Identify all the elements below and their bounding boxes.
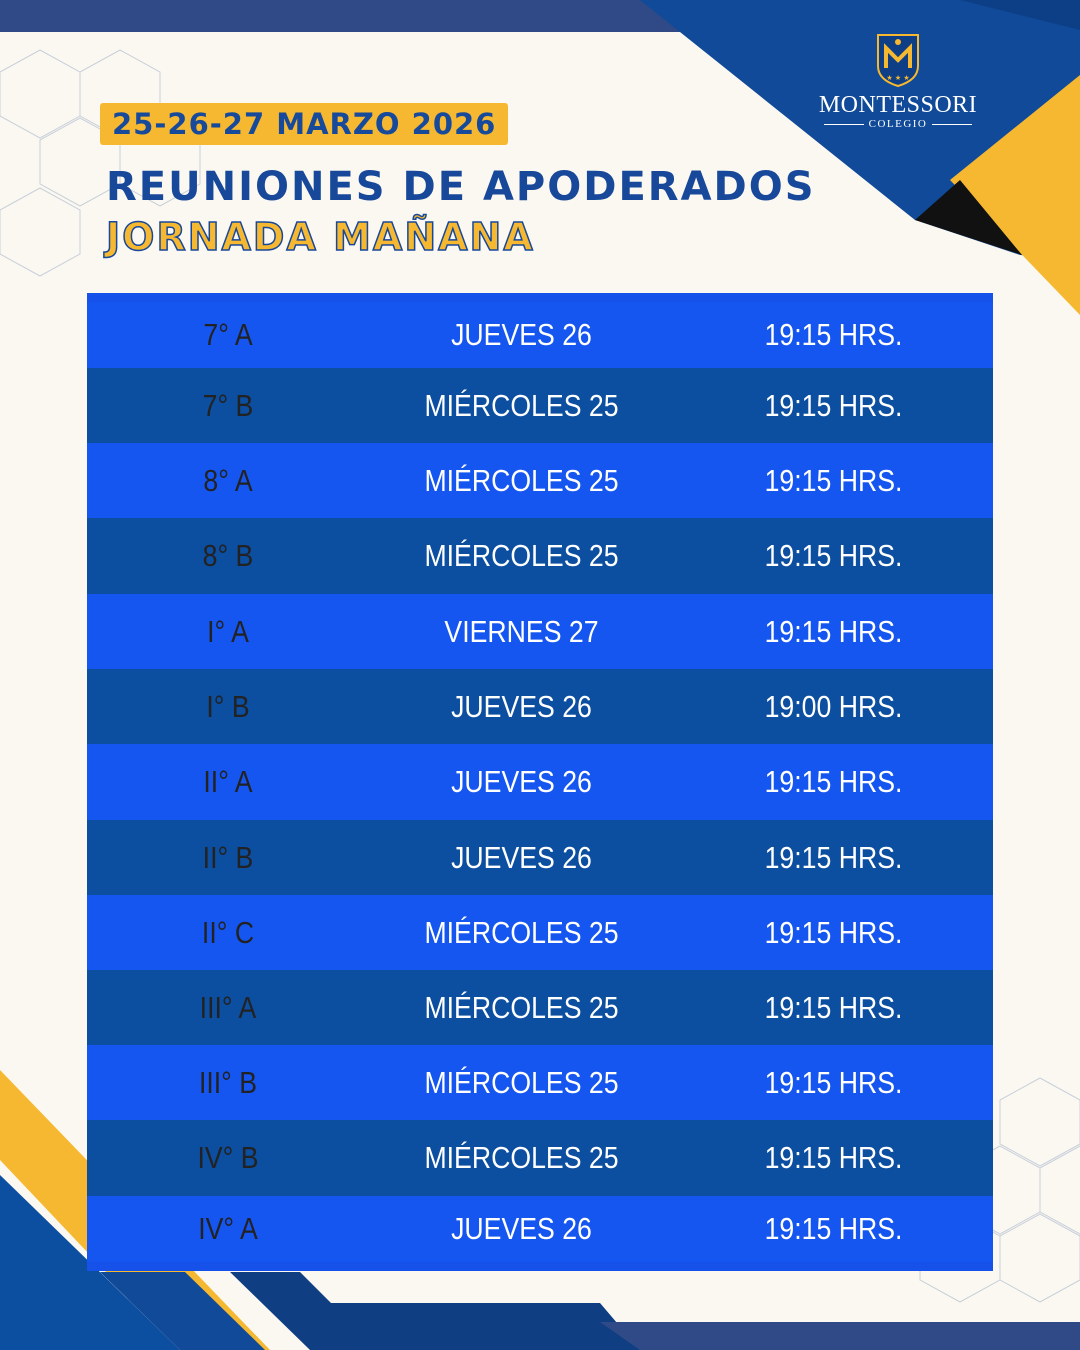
day-cell: MIÉRCOLES 25 bbox=[424, 538, 619, 573]
svg-text:★ ★ ★: ★ ★ ★ bbox=[886, 74, 910, 82]
time-cell: 19:15 HRS. bbox=[764, 1211, 903, 1246]
page-title: REUNIONES DE APODERADOS bbox=[106, 164, 816, 210]
course-cell: IV° A bbox=[198, 1211, 258, 1246]
day-cell: MIÉRCOLES 25 bbox=[424, 1064, 619, 1100]
course-cell: II° C bbox=[201, 914, 255, 950]
day-cell: JUEVES 26 bbox=[451, 688, 592, 724]
day-cell: MIÉRCOLES 25 bbox=[424, 1140, 619, 1175]
shield-crest-icon bbox=[875, 32, 921, 88]
time-cell: 19:15 HRS. bbox=[764, 317, 903, 352]
time-cell: 19:15 HRS. bbox=[764, 914, 903, 950]
course-cell: 7° B bbox=[202, 387, 254, 423]
course-cell: 8° A bbox=[203, 462, 253, 498]
course-cell: III° B bbox=[198, 1064, 258, 1100]
course-cell: III° A bbox=[199, 989, 257, 1025]
day-cell: JUEVES 26 bbox=[451, 764, 592, 799]
time-cell: 19:15 HRS. bbox=[764, 538, 903, 573]
course-cell: IV° B bbox=[197, 1140, 259, 1175]
day-cell: MIÉRCOLES 25 bbox=[424, 387, 619, 423]
day-cell: JUEVES 26 bbox=[451, 317, 592, 352]
day-cell: MIÉRCOLES 25 bbox=[424, 989, 619, 1025]
time-cell: 19:15 HRS. bbox=[764, 1064, 903, 1100]
time-cell: 19:15 HRS. bbox=[764, 839, 903, 875]
time-cell: 19:15 HRS. bbox=[764, 613, 903, 649]
logo-subtitle: COLEGIO bbox=[868, 118, 928, 130]
time-cell: 19:15 HRS. bbox=[764, 764, 903, 799]
time-cell: 19:15 HRS. bbox=[764, 462, 903, 498]
course-cell: I° A bbox=[207, 613, 249, 649]
date-badge: 25-26-27 MARZO 2026 bbox=[100, 103, 508, 145]
day-cell: JUEVES 26 bbox=[451, 1211, 592, 1246]
course-cell: 7° A bbox=[203, 317, 253, 352]
time-cell: 19:15 HRS. bbox=[764, 387, 903, 423]
logo-name: MONTESSORI bbox=[818, 92, 978, 118]
day-cell: JUEVES 26 bbox=[451, 839, 592, 875]
course-cell: 8° B bbox=[202, 538, 254, 573]
course-cell: I° B bbox=[206, 688, 250, 724]
day-cell: MIÉRCOLES 25 bbox=[424, 914, 619, 950]
day-cell: MIÉRCOLES 25 bbox=[424, 462, 619, 498]
time-cell: 19:15 HRS. bbox=[764, 1140, 903, 1175]
school-logo bbox=[812, 32, 984, 132]
page-subtitle: JORNADA MAÑANA bbox=[106, 215, 535, 259]
day-cell: VIERNES 27 bbox=[444, 613, 599, 649]
course-cell: II° A bbox=[203, 764, 253, 799]
course-cell: II° B bbox=[202, 839, 254, 875]
time-cell: 19:15 HRS. bbox=[764, 989, 903, 1025]
schedule-table bbox=[87, 293, 993, 1271]
time-cell: 19:00 HRS. bbox=[764, 688, 903, 724]
